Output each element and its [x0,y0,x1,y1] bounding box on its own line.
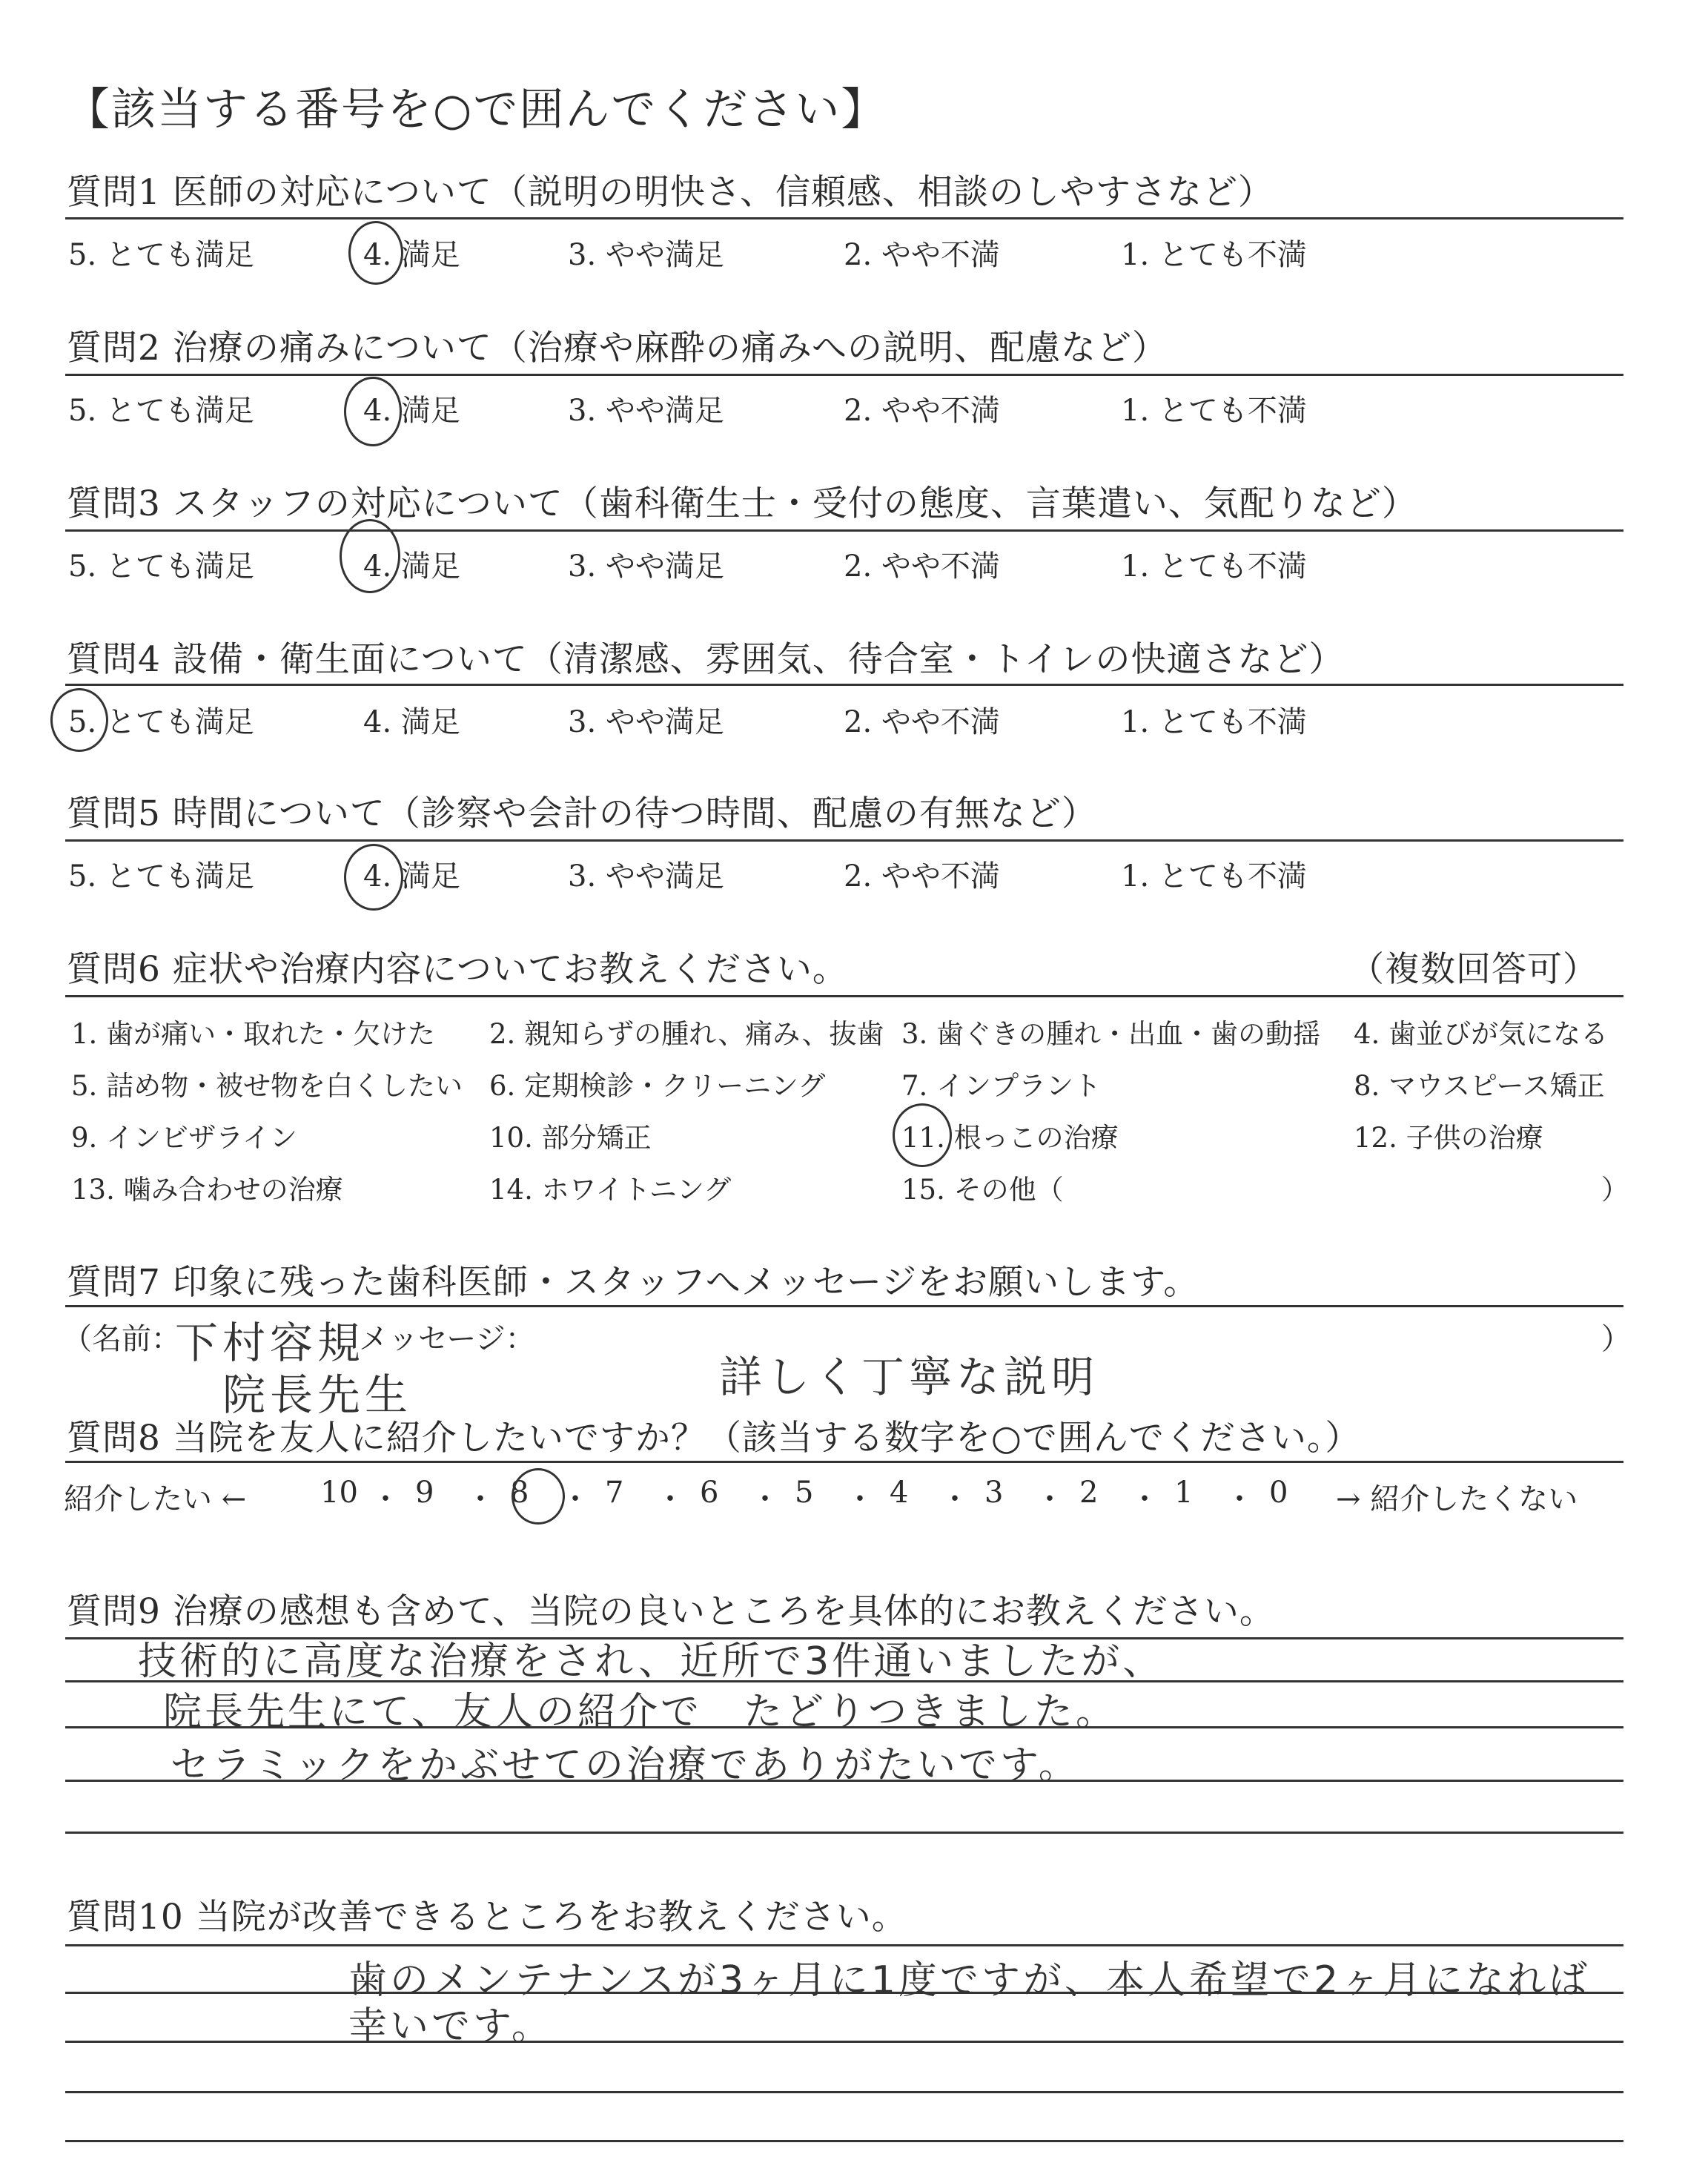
q5-option-3[interactable]: 3. やや満足 [568,859,724,894]
q4-option-4[interactable]: 4. 満足 [363,705,460,739]
q8-scale-separator: ・ [560,1482,590,1516]
q9-answer-line-2: 院長先生にて、友人の紹介で たどりつきました。 [163,1690,1117,1734]
question-10-title: 質問10 当院が改善できるところをお教えください。 [67,1897,907,1938]
writing-line [65,2041,1623,2043]
q5-option-4[interactable]: 4. 満足 [363,859,460,894]
selection-circle [893,1103,952,1167]
q8-scale-separator: ・ [655,1482,685,1516]
q6-multiple-note: （複数回答可） [1349,949,1598,990]
question-2-title: 質問2 治療の痛みについて（治療や麻酔の痛みへの説明、配慮など） [67,328,1168,369]
q2-option-1[interactable]: 1. とても不満 [1121,394,1307,428]
q9-answer-line-1: 技術的に高度な治療をされ、近所で3件通いましたが、 [138,1639,1165,1684]
q4-option-2[interactable]: 2. やや不満 [844,705,1000,739]
q2-option-4[interactable]: 4. 満足 [363,394,460,428]
q8-scale-6[interactable]: 6 [700,1476,719,1510]
divider [65,684,1623,686]
q8-scale-8[interactable]: 8 [510,1476,529,1510]
divider [65,374,1623,376]
q8-scale-3[interactable]: 3 [984,1476,1004,1510]
q8-scale-2[interactable]: 2 [1079,1476,1099,1510]
q3-option-5[interactable]: 5. とても満足 [68,549,254,584]
q1-option-2[interactable]: 2. やや不満 [844,238,1000,272]
q7-name-handwritten: 下村容規 [175,1318,365,1368]
q7-name-handwritten-2: 院長先生 [222,1370,413,1420]
q8-scale-separator: ・ [1225,1482,1254,1516]
divider [65,529,1623,532]
divider [65,1944,1623,1946]
q1-option-3[interactable]: 3. やや満足 [568,238,724,272]
q8-scale-10[interactable]: 10 [320,1476,358,1510]
q6-option-3[interactable]: 3. 歯ぐきの腫れ・出血・歯の動揺 [901,1018,1321,1050]
question-9-title: 質問9 治療の感想も含めて、当院の良いところを具体的にお教えください。 [67,1591,1275,1632]
q1-option-1[interactable]: 1. とても不満 [1121,238,1307,272]
q1-option-4[interactable]: 4. 満足 [363,238,460,272]
selection-circle [50,688,108,752]
q9-answer-line-3: セラミックをかぶせての治療でありがたいです。 [171,1743,1080,1788]
question-4-title: 質問4 設備・衛生面について（清潔感、雰囲気、待合室・トイレの快適さなど） [67,639,1345,680]
q5-option-1[interactable]: 1. とても不満 [1121,859,1307,894]
divider [65,839,1623,842]
q6-option-10[interactable]: 10. 部分矯正 [489,1122,652,1154]
q8-scale-9[interactable]: 9 [415,1476,434,1510]
selection-circle [348,221,403,285]
writing-line [65,2140,1623,2142]
q6-option-6[interactable]: 6. 定期検診・クリーニング [489,1070,826,1102]
question-1-title: 質問1 医師の対応について（説明の明快さ、信頼感、相談のしやすさなど） [67,172,1274,213]
q8-scale-1[interactable]: 1 [1174,1476,1194,1510]
q7-message-label: メッセージ： [359,1322,535,1356]
q6-option-13[interactable]: 13. 噛み合わせの治療 [71,1174,343,1206]
q2-option-2[interactable]: 2. やや不満 [844,394,1000,428]
q8-right-label: → 紹介したくない [1336,1482,1578,1516]
divider [65,217,1623,219]
q6-other-close: ） [1601,1174,1629,1206]
selection-circle [340,519,400,593]
q8-scale-separator: ・ [940,1482,970,1516]
divider [65,1305,1623,1307]
divider [65,995,1623,997]
q1-option-5[interactable]: 5. とても満足 [68,238,254,272]
q3-option-1[interactable]: 1. とても不満 [1121,549,1307,584]
q5-option-2[interactable]: 2. やや不満 [844,859,1000,894]
q4-option-5[interactable]: 5. とても満足 [68,705,254,739]
q6-option-4[interactable]: 4. 歯並びが気になる [1354,1018,1609,1050]
q3-option-2[interactable]: 2. やや不満 [844,549,1000,584]
q6-option-8[interactable]: 8. マウスピース矯正 [1354,1070,1605,1102]
q8-scale-5[interactable]: 5 [795,1476,814,1510]
q4-option-1[interactable]: 1. とても不満 [1121,705,1307,739]
question-6-title: 質問6 症状や治療内容についてお教えください。 [67,949,848,990]
form-heading: 【該当する番号を○で囲んでください】 [65,84,887,136]
q3-option-4[interactable]: 4. 満足 [363,549,460,584]
q7-close: ） [1601,1322,1631,1356]
q10-answer-line-2: 幸いです。 [348,2004,553,2049]
writing-line [65,2091,1623,2093]
q6-option-11[interactable]: 11. 根っこの治療 [901,1122,1119,1154]
q4-option-3[interactable]: 3. やや満足 [568,705,724,739]
writing-line [65,1832,1623,1834]
q7-name-label: （名前： [62,1322,181,1356]
question-8-title: 質問8 当院を友人に紹介したいですか？（該当する数字を○で囲んでください。） [67,1418,1361,1459]
q2-option-3[interactable]: 3. やや満足 [568,394,724,428]
q8-scale-7[interactable]: 7 [605,1476,624,1510]
q2-option-5[interactable]: 5. とても満足 [68,394,254,428]
q8-scale-0[interactable]: 0 [1269,1476,1288,1510]
q8-scale-separator: ・ [750,1482,780,1516]
q6-option-9[interactable]: 9. インビザライン [71,1122,297,1154]
question-5-title: 質問5 時間について（診察や会計の待つ時間、配慮の有無など） [67,793,1097,834]
q6-option-7[interactable]: 7. インプラント [901,1070,1102,1102]
q7-message-handwritten: 詳しく丁寧な説明 [719,1352,1099,1402]
question-7-title: 質問7 印象に残った歯科医師・スタッフへメッセージをお願いします。 [67,1262,1199,1303]
q5-option-5[interactable]: 5. とても満足 [68,859,254,894]
q6-option-14[interactable]: 14. ホワイトニング [489,1174,732,1206]
q3-option-3[interactable]: 3. やや満足 [568,549,724,584]
q6-option-12[interactable]: 12. 子供の治療 [1354,1122,1543,1154]
q6-option-1[interactable]: 1. 歯が痛い・取れた・欠けた [71,1018,436,1050]
question-3-title: 質問3 スタッフの対応について（歯科衛生士・受付の態度、言葉遣い、気配りなど） [67,483,1417,524]
q6-option-15[interactable]: 15. その他（ [901,1174,1064,1206]
q6-option-5[interactable]: 5. 詰め物・被せ物を白くしたい [71,1070,463,1102]
q10-answer-line-1: 歯のメンテナンスが3ヶ月に1度ですが、本人希望で2ヶ月になれば [348,1958,1591,2003]
q8-scale-separator: ・ [1130,1482,1159,1516]
divider [65,1461,1623,1463]
q6-option-2[interactable]: 2. 親知らずの腫れ、痛み、抜歯 [489,1018,884,1050]
q8-scale-separator: ・ [371,1482,400,1516]
selection-circle [344,844,403,911]
q8-scale-separator: ・ [466,1482,495,1516]
q8-scale-separator: ・ [1035,1482,1065,1516]
selection-circle [344,377,402,446]
q8-left-label: 紹介したい ← [64,1482,247,1516]
selection-circle [512,1468,565,1525]
q8-scale-4[interactable]: 4 [890,1476,909,1510]
q8-scale-separator: ・ [845,1482,875,1516]
